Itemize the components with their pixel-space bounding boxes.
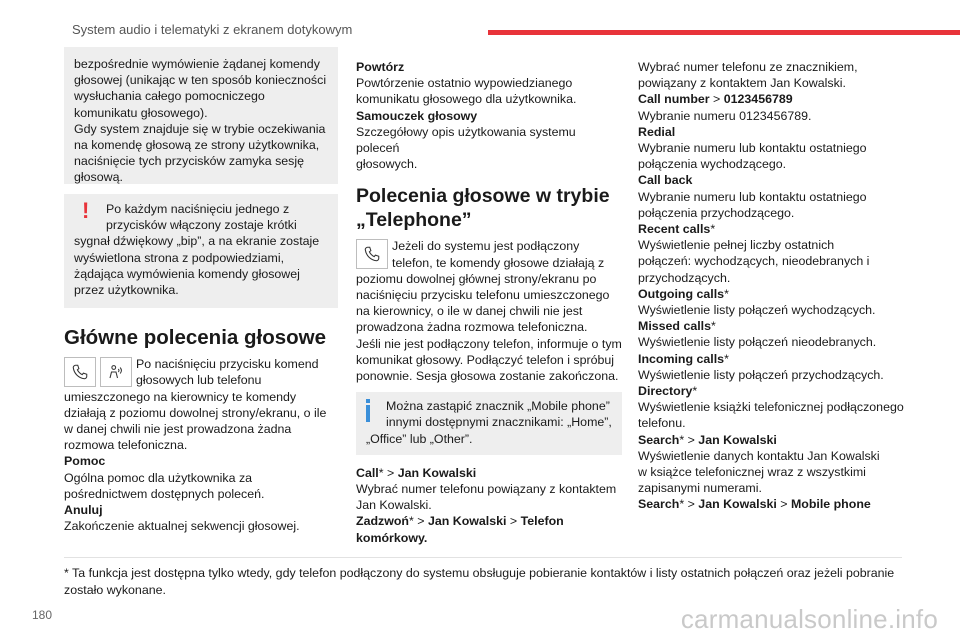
box-line: naciśnięcie tych przycisków zamyka sesję — [74, 154, 304, 169]
intro-line: rozmowa telefoniczna. — [64, 438, 188, 453]
command-directory: Directory* — [638, 384, 698, 399]
intro-line: poziomu dowolnej głównej strony/ekranu po — [356, 271, 597, 286]
info-line: „Office” lub „Other”. — [366, 431, 473, 446]
command-desc: komunikatu głosowego dla użytkownika. — [356, 92, 577, 107]
command-powtorz: Powtórz — [356, 60, 405, 74]
command-outgoing-calls: Outgoing calls* — [638, 286, 729, 301]
command-desc: Wybrać numer telefonu ze znacznikiem, — [638, 60, 858, 74]
command-desc: Szczegółowy opis użytkowania systemu poleceń — [356, 124, 576, 156]
header-title: System audio i telematyki z ekranem dotykowym — [72, 22, 353, 37]
command-desc: w książce telefonicznej wraz z wszystkimi — [638, 465, 866, 480]
intro-line: komunikat głosowy. Podłączyć telefon i spróbuj — [356, 352, 615, 367]
box-line: na komendę głosową ze strony użytkownika, — [74, 138, 320, 153]
command-desc: głosowych. — [356, 157, 418, 172]
phone-icon — [64, 357, 96, 387]
intro-line: na kierownicy, o ile w danej chwili nie jest — [356, 304, 583, 319]
warn-line: żądająca wymówienia komendy głosowej — [74, 266, 300, 281]
command-desc: Wyświetlenie pełnej liczby ostatnich — [638, 238, 835, 253]
command-missed-calls: Missed calls* — [638, 319, 716, 334]
info-box-voice-session — [64, 47, 338, 184]
command-search: Search* > Jan Kowalski — [638, 432, 777, 447]
telephone-intro — [356, 238, 622, 384]
command-desc: Powtórzenie ostatnio wypowiedzianego — [356, 76, 573, 91]
info-icon — [366, 399, 370, 422]
box-line: Gdy system znajduje się w trybie oczekiwania — [74, 121, 326, 136]
intro-line: prowadzona żadna rozmowa telefoniczna. — [356, 320, 588, 335]
command-desc: Zakończenie aktualnej sekwencji głosowej. — [64, 519, 300, 534]
box-line: bezpośrednie wymówienie żądanej komendy — [74, 57, 320, 71]
warning-icon: ! — [82, 198, 90, 223]
phone-icon — [356, 239, 388, 269]
command-desc: Wyświetlenie danych kontaktu Jan Kowalski — [638, 448, 880, 463]
footnote-divider — [64, 557, 902, 558]
page-number: 180 — [32, 608, 53, 622]
warn-line: przycisków włączony zostaje krótki — [106, 218, 297, 233]
command-desc: połączenia wychodzącego. — [638, 157, 787, 172]
intro-line: w danej chwili nie jest prowadzona żadna — [64, 422, 292, 437]
column-3 — [638, 59, 908, 513]
command-search-mobile: Search* > Jan Kowalski > Mobile phone — [638, 497, 871, 512]
heading-line: „Telephone” — [356, 209, 472, 232]
command-desc: Wybrać numer telefonu powiązany z kontaktem — [356, 482, 617, 497]
intro-line: umieszczonego na kierownicy te komendy — [64, 389, 297, 404]
command-anuluj: Anuluj — [64, 503, 103, 518]
command-desc: Wyświetlenie listy połączeń wychodzących. — [638, 303, 876, 318]
command-desc: Jan Kowalski. — [356, 498, 432, 513]
command-desc: Ogólna pomoc dla użytkownika za — [64, 470, 253, 485]
command-desc: zapisanymi numerami. — [638, 481, 762, 496]
footnote-line: * Ta funkcja jest dostępna tylko wtedy, gdy telefon podłączony do systemu obsługuje pobieranie kontaktów i listy ostatnich połączeń oraz jeżeli pobranie — [64, 566, 895, 580]
intro-line: Jeżeli do systemu jest podłączony — [392, 239, 580, 254]
warn-line: sygnał dźwiękowy „bip”, a na ekranie zostaje — [74, 234, 320, 249]
intro-line: głosowych lub telefonu — [136, 373, 262, 388]
intro-line: telefon, te komendy głosowe działają z — [392, 255, 605, 270]
warning-box — [64, 194, 338, 308]
section-heading-telephone — [356, 184, 622, 232]
command-desc: połączeń: wychodzących, nieodebranych i — [638, 254, 870, 269]
command-desc: przychodzących. — [638, 270, 731, 285]
intro-line: działają z poziomu dowolnej strony/ekranu, o ile — [64, 405, 327, 420]
box-line: wysłuchania całego pomocniczego — [74, 89, 265, 104]
phone-button-icon-wrap — [356, 239, 388, 269]
command-desc: Wybranie numeru lub kontaktu ostatniego — [638, 189, 867, 204]
warn-line: przez użytkownika. — [74, 283, 179, 298]
column-2 — [356, 59, 622, 546]
command-desc: Wybranie numeru lub kontaktu ostatniego — [638, 141, 867, 156]
intro-line: Po naciśnięciu przycisku komend — [136, 357, 319, 372]
box-line: komunikatu głosowego). — [74, 105, 208, 120]
box-line: głosową. — [74, 170, 123, 185]
intro-line: naciśnięciu przycisku telefonu umieszczonego — [356, 288, 610, 303]
voice-command-icon — [100, 357, 132, 387]
command-redial: Redial — [638, 124, 676, 139]
command-incoming-calls: Incoming calls* — [638, 351, 729, 366]
heading-line: Polecenia głosowe w trybie — [356, 185, 610, 208]
info-line: innymi dostępnymi znacznikami: „Home”, — [386, 415, 612, 430]
command-desc: pośrednictwem dostępnych poleceń. — [64, 486, 265, 501]
command-call-back: Call back — [638, 173, 693, 188]
command-samouczek: Samouczek głosowy — [356, 108, 478, 123]
warn-line: wyświetlona strona z podpowiedziami, — [74, 250, 285, 265]
command-recent-calls: Recent calls* — [638, 222, 716, 237]
watermark: carmanualsonline.info — [680, 604, 938, 634]
box-line: głosowej (unikając w ten sposób konieczności — [74, 73, 327, 88]
command-desc: Wyświetlenie listy połączeń przychodzących. — [638, 367, 884, 382]
info-line: Można zastąpić znacznik „Mobile phone” — [386, 399, 610, 414]
command-call-number: Call number > 0123456789 — [638, 92, 793, 107]
command-desc: Wyświetlenie listy połączeń nieodebranych. — [638, 335, 877, 350]
command-zadzwon-cont: komórkowy. — [356, 530, 428, 545]
main-commands-intro — [64, 356, 338, 453]
column-1 — [64, 47, 338, 534]
section-heading-main-commands: Główne polecenia głosowe — [64, 326, 326, 350]
command-desc: powiązany z kontaktem Jan Kowalski. — [638, 76, 846, 91]
command-desc: Wyświetlenie książki telefonicznej podłączonego — [638, 400, 904, 415]
intro-line: Jeśli nie jest podłączony telefon, informuje o tym — [356, 336, 622, 351]
command-desc: połączenia przychodzącego. — [638, 205, 795, 220]
footnote — [64, 565, 902, 598]
header-accent-bar — [488, 30, 960, 35]
command-zadzwon: Zadzwoń* > Jan Kowalski > Telefon — [356, 514, 564, 529]
footnote-line: zostało wykonane. — [64, 582, 166, 597]
command-desc: telefonu. — [638, 416, 686, 431]
info-box-tags — [356, 392, 622, 455]
intro-line: ponownie. Sesja głosowa zostanie zakończona. — [356, 369, 619, 384]
steering-buttons-icons — [64, 357, 132, 387]
command-call: Call* > Jan Kowalski — [356, 465, 477, 480]
command-desc: Wybranie numeru 0123456789. — [638, 108, 812, 123]
warn-line: Po każdym naciśnięciu jednego z — [106, 202, 290, 216]
command-pomoc: Pomoc — [64, 454, 106, 469]
